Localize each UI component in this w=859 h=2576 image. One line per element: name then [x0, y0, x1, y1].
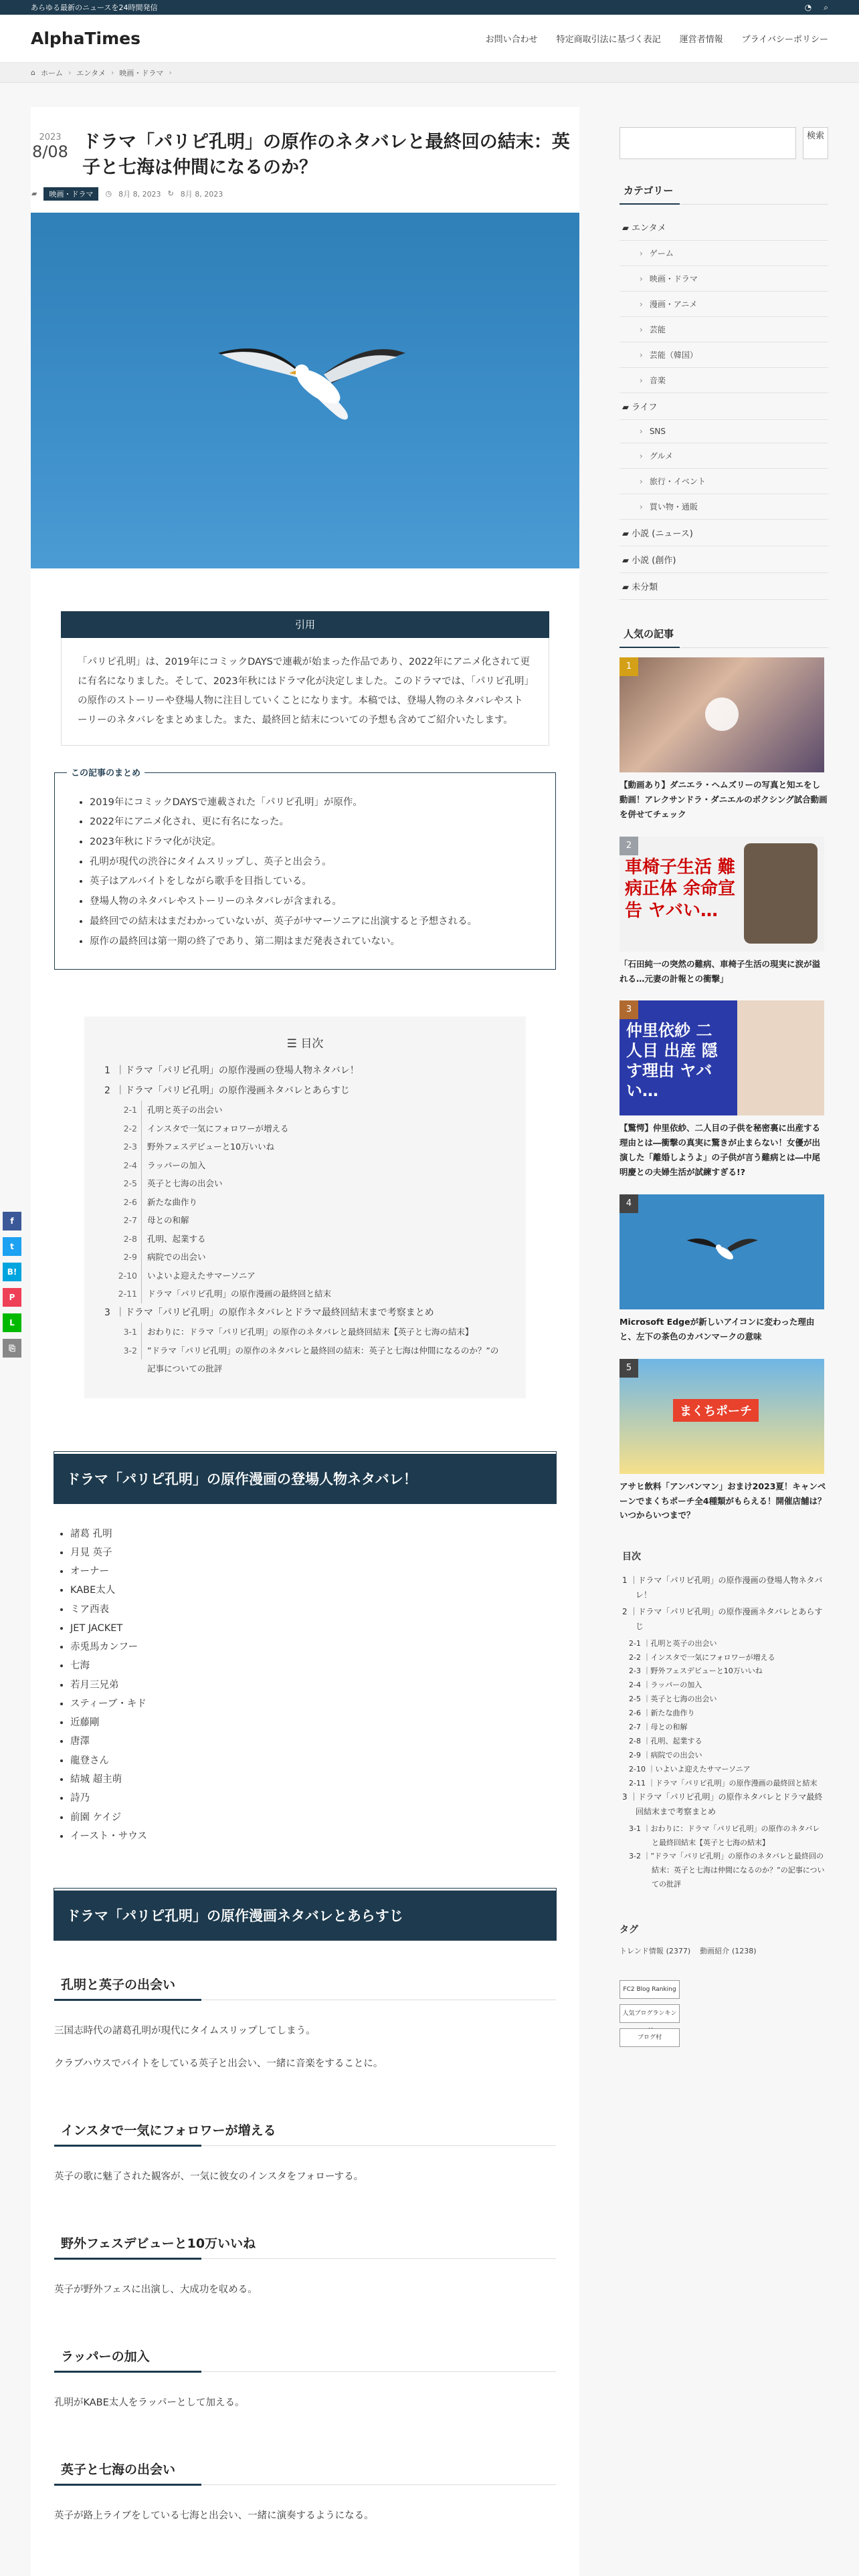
post-meta: [31, 187, 579, 201]
article-thumbnail[interactable]: [619, 1359, 824, 1474]
post-year: 2023: [39, 132, 62, 142]
updated-date: 8月 8, 2023: [180, 189, 223, 199]
site-logo[interactable]: AlphaTimes: [31, 29, 140, 48]
list-item: • 詩乃: [70, 1789, 556, 1808]
article-caption[interactable]: 【動画あり】ダニエラ・ヘムズリーの写真と知エをし動画！アレクサンドラ・ダニエルのボクシング試合動画を併せてチェック: [619, 780, 828, 819]
sidebar-toc-title: 目次: [622, 1551, 641, 1563]
table-of-contents: [84, 1016, 526, 1398]
toc-subitem[interactable]: 2-1 孔明と英子の出会い: [104, 1101, 506, 1119]
toc-subitem[interactable]: 2-3 野外フェスデビューと10万いいね: [104, 1138, 506, 1156]
nav-contact[interactable]: お問い合わせ: [485, 35, 538, 45]
hatena-share-icon[interactable]: B!: [3, 1263, 21, 1281]
nav-operator-info[interactable]: 運営者情報: [679, 35, 723, 45]
tags-section: [619, 1923, 828, 1956]
breadcrumb-drama[interactable]: 映画・ドラマ: [119, 68, 164, 78]
article-thumbnail[interactable]: [619, 837, 824, 952]
category-subitem[interactable]: › SNS: [619, 420, 828, 443]
top-bar: [0, 0, 859, 15]
rank-badge: 2: [619, 837, 638, 855]
category-item[interactable]: ▰ 未分類: [619, 573, 828, 600]
post-date: [31, 130, 69, 181]
list-item: • 赤兎馬カンフー: [70, 1638, 556, 1656]
ranking-badges: [619, 1980, 828, 2047]
toc-subitem[interactable]: 2-9 ｜病院での出会い: [629, 1750, 702, 1759]
quote-title: 引用: [61, 611, 549, 638]
category-list: [619, 214, 828, 600]
toc-subitem[interactable]: 3-2 ｜”ドラマ「パリピ孔明」の原作のネタバレと最終回の結末：英子と七海は仲間になるのか？”の記事についての批評: [629, 1852, 825, 1889]
popular-article[interactable]: [619, 1000, 828, 1180]
summary-item: • 最終回での結末はまだわかっていないが、英子がサマーソニアに出演すると予想される。: [90, 912, 537, 932]
line-share-icon[interactable]: L: [3, 1313, 21, 1332]
breadcrumb-separator: ›: [110, 68, 114, 77]
search-button[interactable]: 検索: [803, 127, 828, 159]
list-item: • 結城 超主萌: [70, 1770, 556, 1789]
toc-subitem[interactable]: 2-3 ｜野外フェスデビューと10万いいね: [629, 1667, 763, 1676]
site-tagline: あらゆる最新のニュースを24時間発信: [31, 3, 158, 12]
toc-subitem[interactable]: 3-2 ”ドラマ「パリピ孔明」の原作のネタバレと最終回の結末：英子と七海は仲間になるのか？”の記事についての批評: [104, 1341, 506, 1378]
seagull-thumbnail: [619, 1194, 824, 1309]
article-caption[interactable]: 「石田純一の突然の難病、車椅子生活の現実に涙が溢れる…元妻の計報との衝撃」: [619, 958, 821, 984]
toc-subitem[interactable]: 3-1 おわりに：ドラマ「パリピ孔明」の原作のネタバレと最終回結末【英子と七海の結末】: [104, 1323, 506, 1341]
folder-icon: ▰: [622, 223, 632, 233]
paragraph: 英子の歌に魅了された観客が、一気に彼女のインスタをフォローする。: [54, 2171, 364, 2183]
article-caption[interactable]: Microsoft Edgeが新しいアイコンに変わった理由と、左下の茶色のカバンマークの意味: [619, 1316, 815, 1341]
rank-badge: 5: [619, 1359, 638, 1378]
character-list: [54, 1525, 556, 1846]
thumbnail-text: 車椅子生活 難病正体 余命宣告 ヤバい…: [625, 857, 736, 921]
search-input[interactable]: [619, 127, 796, 159]
nav-commerce-law[interactable]: 特定商取引法に基づく表記: [556, 35, 661, 45]
toc-item[interactable]: 2 ｜ドラマ「パリピ孔明」の原作漫画ネタバレとあらすじ: [622, 1607, 823, 1632]
toc-subitem[interactable]: 2-9 病院での出会い: [104, 1248, 506, 1267]
list-item: • スティーブ・キド: [70, 1695, 556, 1713]
popular-article[interactable]: [619, 837, 828, 986]
category-item[interactable]: ▰ 小説 (創作): [619, 546, 828, 573]
toc-subitem[interactable]: 2-11 ドラマ「パリピ孔明」の原作漫画の最終回と結末: [104, 1285, 506, 1303]
toc-item[interactable]: 2 ｜ドラマ「パリピ孔明」の原作漫画ネタバレとあらすじ: [104, 1085, 350, 1096]
folder-icon: ▰: [622, 403, 632, 413]
list-icon: ☰: [286, 1037, 301, 1051]
fc2-ranking-badge[interactable]: FC2 Blog Ranking: [619, 1980, 680, 1999]
share-bar: [3, 1212, 21, 1358]
article-caption[interactable]: アサヒ飲料「アンパンマン」おまけ2023夏！キャンペーンでまくちポーチ全4種類がもらえる！開催店舗は？いつからいつまで？: [619, 1481, 826, 1521]
category-subitem[interactable]: › ゲーム: [619, 241, 828, 266]
category-item[interactable]: ▰ ライフ: [619, 393, 828, 420]
list-item: • 前園 ケイジ: [70, 1808, 556, 1827]
summary-item: • 2022年にアニメ化され、更に有名になった。: [90, 813, 537, 833]
main-nav: [486, 32, 828, 45]
category-heading: カテゴリー: [619, 183, 828, 205]
article-thumbnail[interactable]: [619, 1000, 824, 1115]
category-subitem[interactable]: › グルメ: [619, 443, 828, 469]
paragraph: 英子が路上ライブをしている七海と出会い、一緒に演奏するようになる。: [54, 2510, 374, 2522]
hero-image: [31, 213, 579, 568]
tag-link[interactable]: トレンド情報 (2377): [619, 1947, 691, 1956]
article-thumbnail[interactable]: [619, 657, 824, 772]
folder-icon: ▰: [622, 556, 632, 566]
category-item[interactable]: ▰ 小説 (ニュース): [619, 520, 828, 546]
play-icon[interactable]: [705, 697, 739, 731]
section-heading: ドラマ「パリピ孔明」の原作漫画の登場人物ネタバレ！: [54, 1452, 556, 1503]
thumbnail-text: まくちポーチ: [673, 1399, 759, 1422]
popular-article[interactable]: [619, 1359, 828, 1523]
toc-subitem[interactable]: 2-4 ラッパーの加入: [104, 1156, 506, 1175]
rank-badge: 3: [619, 1000, 638, 1019]
post-month-day: 8/08: [32, 142, 68, 161]
toc-subitem[interactable]: 2-7 ｜母との和解: [629, 1722, 688, 1731]
subsection-heading: ラッパーの加入: [54, 2347, 556, 2372]
subsection-heading: インスタで一気にフォロワーが増える: [54, 2121, 556, 2146]
toc-subitem[interactable]: 2-8 孔明、起業する: [104, 1230, 506, 1249]
category-subitem[interactable]: › 買い物・通販: [619, 494, 828, 520]
list-item: • JET JACKET: [70, 1619, 556, 1638]
toc-item[interactable]: 1 ｜ドラマ「パリピ孔明」の原作漫画の登場人物ネタバレ！: [104, 1065, 359, 1077]
blog-ranking-badge[interactable]: 人気ブログランキン: [619, 2004, 680, 2023]
seagull-photo: [31, 213, 579, 568]
list-item: • 近藤剛: [70, 1713, 556, 1732]
toc-subitem[interactable]: 2-5 ｜英子と七海の出会い: [629, 1695, 717, 1704]
toc-item[interactable]: 1 ｜ドラマ「パリピ孔明」の原作漫画の登場人物ネタバレ！: [622, 1576, 823, 1600]
breadcrumb-separator: ›: [169, 68, 172, 77]
page-title: ドラマ「パリピ孔明」の原作のネタバレと最終回の結末：英子と七海は仲間になるのか？: [82, 132, 570, 178]
category-subitem[interactable]: › 音楽: [619, 368, 828, 393]
rank-badge: 1: [619, 657, 638, 676]
toc-subitem[interactable]: 2-10 いよいよ迎えたサマーソニア: [104, 1267, 506, 1285]
toc-subitem[interactable]: 2-10 ｜いよいよ迎えたサマーソニア: [629, 1764, 751, 1774]
list-item: • 若月三兄弟: [70, 1676, 556, 1695]
toc-subitem[interactable]: 2-2 ｜インスタで一気にフォロワーが増える: [629, 1652, 775, 1662]
summary-label: この記事のまとめ: [67, 766, 145, 778]
summary-item: • 原作の最終回は第一期の終了であり、第二期はまだ発表されていない。: [90, 932, 537, 952]
person-photo: [744, 843, 818, 944]
toc-subitem[interactable]: 3-1 ｜おわりに：ドラマ「パリピ孔明」の原作のネタバレと最終回結末【英子と七海の結末】: [629, 1824, 820, 1847]
summary-item: • 登場人物のネタバレやストーリーのネタバレが含まれる。: [90, 892, 537, 912]
summary-item: • 英子はアルバイトをしながら歌手を目指している。: [90, 872, 537, 892]
list-item: • イースト・サウス: [70, 1827, 556, 1846]
folder-icon: ▰: [622, 582, 632, 593]
summary-item: • 2019年にコミックDAYSで連載された「パリピ孔明」が原作。: [90, 793, 537, 813]
list-item: • 唐澤: [70, 1732, 556, 1751]
thumbnail-text: 仲里依紗 二人目 出産 隠す理由 ヤバい…: [626, 1021, 718, 1101]
breadcrumb: [0, 63, 859, 83]
list-item: • ミア西表: [70, 1600, 556, 1619]
category-subitem[interactable]: › 映画・ドラマ: [619, 266, 828, 292]
breadcrumb-entame[interactable]: エンタメ: [76, 68, 106, 78]
article-caption[interactable]: 【驚愕】仲里依紗、二人目の子供を秘密裏に出産する理由とは―衝撃の真実に驚きが止まらない！女優が出演した「離婚しようよ」の子供が言う難病とは―中尾明慶との夫婦生活が試練すぎる!?: [619, 1123, 821, 1177]
section-heading: ドラマ「パリピ孔明」の原作漫画ネタバレとあらすじ: [54, 1889, 556, 1940]
list-item: • 月見 英子: [70, 1543, 556, 1562]
home-icon: ⌂: [31, 68, 35, 77]
site-header: [0, 15, 859, 63]
subsection-heading: 英子と七海の出会い: [54, 2460, 556, 2485]
subsection-heading: 孔明と英子の出会い: [54, 1975, 556, 2000]
article-thumbnail[interactable]: [619, 1194, 824, 1309]
rss-icon[interactable]: ◔: [804, 2, 812, 12]
tag-link[interactable]: 動画紹介 (1238): [700, 1947, 757, 1956]
category-subitem[interactable]: › 旅行・イベント: [619, 469, 828, 494]
facebook-share-icon[interactable]: f: [3, 1212, 21, 1230]
paragraph: 孔明がKABE太人をラッパーとして加える。: [54, 2397, 245, 2409]
popular-article[interactable]: [619, 1194, 828, 1344]
category-item[interactable]: ▰ エンタメ: [619, 214, 828, 241]
paragraph: クラブハウスでバイトをしている英子と出会い、一緒に音楽をすることに。: [54, 2058, 383, 2070]
toc-subitem[interactable]: 2-6 新たな曲作り: [104, 1193, 506, 1212]
list-item: • 七海: [70, 1656, 556, 1675]
search-icon[interactable]: ⌕: [824, 2, 828, 12]
nav-privacy-policy[interactable]: プライバシーポリシー: [741, 35, 828, 45]
list-item: • KABE太人: [70, 1581, 556, 1600]
toc-item[interactable]: 3 ｜ドラマ「パリピ孔明」の原作ネタバレとドラマ最終回結末まで考察まとめ: [622, 1792, 823, 1817]
toc-item[interactable]: 3 ｜ドラマ「パリピ孔明」の原作ネタバレとドラマ最終回結末まで考察まとめ: [104, 1307, 434, 1318]
twitter-share-icon[interactable]: t: [3, 1237, 21, 1256]
toc-subitem[interactable]: 2-1 ｜孔明と英子の出会い: [629, 1638, 717, 1648]
pocket-share-icon[interactable]: P: [3, 1288, 21, 1307]
sidebar: [619, 127, 828, 2047]
toc-title: ☰ 目次: [286, 1037, 324, 1051]
article: [31, 107, 579, 2576]
toc-subitem[interactable]: 2-4 ｜ラッパーの加入: [629, 1681, 702, 1690]
breadcrumb-separator: ›: [68, 68, 72, 77]
popular-article[interactable]: [619, 657, 828, 822]
list-item: • 諸葛 孔明: [70, 1525, 556, 1543]
category-subitem[interactable]: › 芸能（韓国）: [619, 342, 828, 368]
paragraph: 三国志時代の諸葛孔明が現代にタイムスリップしてしまう。: [54, 2026, 316, 2037]
toc-subitem[interactable]: 2-7 母との和解: [104, 1211, 506, 1230]
copy-link-icon[interactable]: ⎘: [3, 1339, 21, 1358]
sidebar-toc: [619, 1549, 828, 1892]
blogmura-badge[interactable]: ブログ村: [619, 2028, 680, 2047]
sidebar-search: [619, 127, 828, 159]
summary-box: [54, 768, 556, 970]
toc-subitem[interactable]: 2-11 ｜ドラマ「パリピ孔明」の原作漫画の最終回と結末: [629, 1778, 818, 1788]
summary-item: • 孔明が現代の渋谷にタイムスリップし、英子と出会う。: [90, 853, 537, 873]
rank-badge: 4: [619, 1194, 638, 1213]
published-date: 8月 8, 2023: [118, 189, 161, 199]
folder-icon: ▰: [31, 189, 37, 199]
toc-subitem[interactable]: 2-8 ｜孔明、起業する: [629, 1736, 702, 1745]
category-subitem[interactable]: › 芸能: [619, 317, 828, 342]
popular-heading: 人気の記事: [619, 627, 828, 648]
paragraph: 英子が野外フェスに出演し、大成功を収める。: [54, 2284, 258, 2296]
breadcrumb-home[interactable]: ホーム: [40, 68, 63, 78]
clock-icon: ◷: [105, 189, 112, 199]
refresh-icon: ↻: [167, 189, 174, 199]
list-item: • オーナー: [70, 1562, 556, 1581]
list-item: • 龍登さん: [70, 1751, 556, 1770]
toc-subitem[interactable]: 2-6 ｜新たな曲作り: [629, 1709, 695, 1718]
quote-body: 「パリピ孔明」は、2019年にコミックDAYSで連載が始まった作品であり、2022年にアニメ化されて更に有名になりました。そして、2023年秋にはドラマ化が決定しました。このドラマでは、「パリピ孔明」の原作のストーリーや登場人物に注目していくことになります。本稿では、登場人物のネタバレやストーリーのネタバレをまとめました。また、最終回と結末についての予想も含めてご紹介いたします。: [61, 638, 549, 746]
person-photo: [737, 1000, 824, 1115]
post-header: [31, 130, 579, 181]
category-badge[interactable]: 映画・ドラマ: [43, 187, 98, 201]
summary-item: • 2023年秋にドラマ化が決定。: [90, 833, 537, 853]
folder-icon: ▰: [622, 529, 632, 539]
category-subitem[interactable]: › 漫画・アニメ: [619, 292, 828, 317]
toc-subitem[interactable]: 2-2 インスタで一気にフォロワーが増える: [104, 1119, 506, 1138]
toc-subitem[interactable]: 2-5 英子と七海の出会い: [104, 1174, 506, 1193]
subsection-heading: 野外フェスデビューと10万いいね: [54, 2234, 556, 2259]
tags-heading: タグ: [619, 1925, 638, 1936]
